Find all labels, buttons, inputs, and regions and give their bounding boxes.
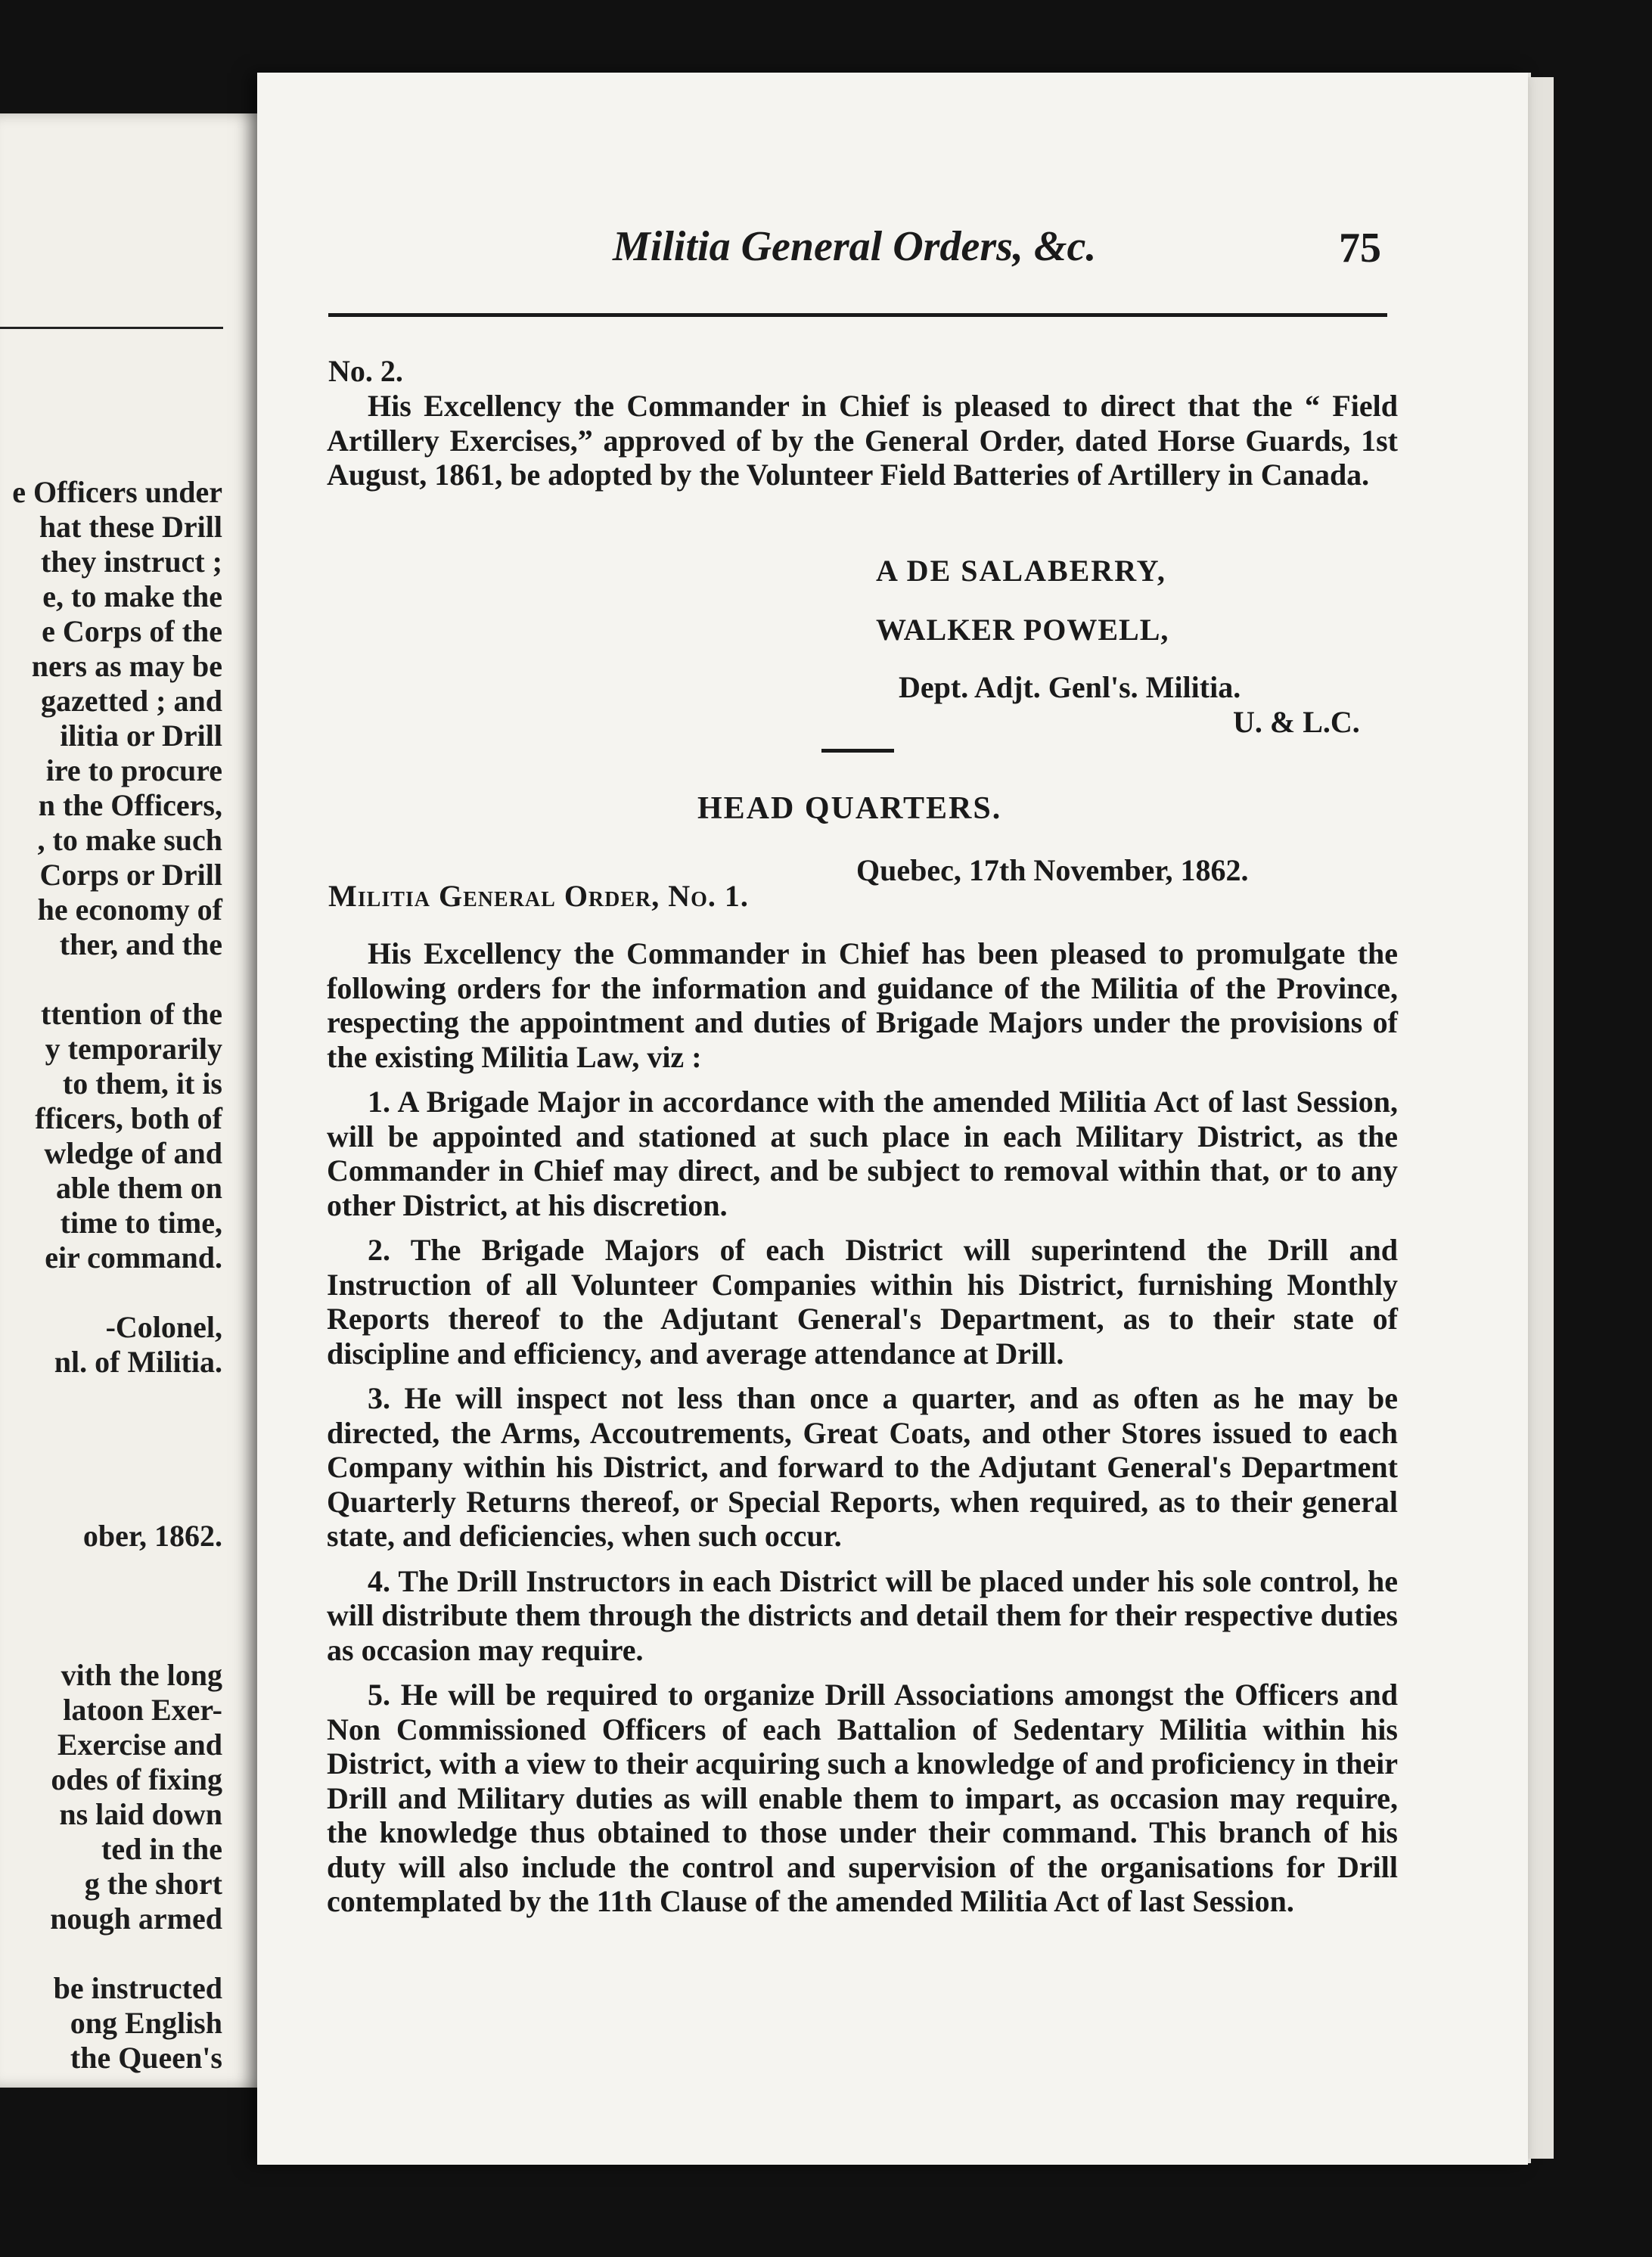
section-divider: [821, 749, 894, 753]
facing-page-line: ire to procure: [45, 753, 222, 787]
facing-page-line: [12, 1484, 222, 1519]
facing-page-line: ns laid down: [59, 1797, 222, 1831]
facing-page-line: ther, and the: [59, 927, 222, 961]
facing-page-line: wledge of and: [44, 1136, 222, 1170]
facing-page-line: able them on: [56, 1171, 222, 1205]
facing-page-line: ners as may be: [31, 649, 222, 683]
signature-de-salaberry: A DE SALABERRY,: [876, 554, 1166, 588]
facing-page-line: be instructed: [53, 1971, 222, 2005]
order-number: No. 2.: [328, 354, 403, 388]
facing-page-line: [12, 1623, 222, 1658]
facing-page-line: [12, 1414, 222, 1449]
book-page-75: [257, 73, 1528, 2165]
facing-page-line: ilitia or Drill: [60, 719, 222, 753]
facing-page-line: nough armed: [50, 1902, 222, 1936]
facing-page-rule: [0, 327, 223, 329]
facing-page-line: hat these Drill: [39, 510, 222, 544]
facing-page-line: the Queen's: [70, 2041, 222, 2075]
facing-page-line: eir command.: [45, 1240, 222, 1274]
facing-page-line: [12, 1936, 222, 1971]
signature-province: U. & L.C.: [1233, 705, 1360, 739]
facing-page-line: [12, 1275, 222, 1310]
facing-page-line: ong English: [70, 2006, 222, 2040]
order-paragraph: 5. He will be required to organize Drill Associations amongst the Officers and Non Commissioned Officers of each Battalion of Sedentary Militia within his District, with a view to their acquiring such a knowledge of and proficiency in their Drill and Military duties as will enable them to impart, as occasion may require, the knowledge thus obtained to those under their command. This branch of his duty will also include the control and supervision of the organisations for Drill contemplated by the 11th Clause of the amended Militia Act of last Session.: [327, 1678, 1398, 1918]
general-order-body: [327, 936, 1398, 1929]
facing-page-line: he economy of: [37, 893, 222, 927]
facing-page-line: ted in the: [101, 1832, 222, 1866]
facing-page-line: vith the long: [61, 1658, 222, 1692]
facing-page-line: e Corps of the: [42, 614, 222, 648]
facing-page-line: to them, it is: [62, 1066, 222, 1101]
order-paragraph: 3. He will inspect not less than once a quarter, and as often as he may be directed, the Arms, Accoutrements, Great Coats, and other Stores issued to each Company within his District, and forward to the Adjutant General's Department Quarterly Returns thereof, or Special Reports, when required, as to their general state, and deficiencies, when such occur.: [327, 1381, 1398, 1553]
facing-page-line: y temporarily: [45, 1032, 222, 1066]
facing-page-line: g the short: [84, 1867, 222, 1901]
facing-page-line: ober, 1862.: [82, 1519, 222, 1553]
running-head: Militia General Orders, &c.: [613, 223, 1097, 270]
order-paragraph: His Excellency the Commander in Chief has been pleased to promulgate the following orders for the information and guidance of the Militia of the Province, respecting the appointment and duties of Brigade Majors under the provisions of the existing Militia Law, viz :: [327, 936, 1398, 1074]
signature-walker-powell: WALKER POWELL,: [876, 613, 1169, 647]
dateline: Quebec, 17th November, 1862.: [856, 853, 1249, 887]
header-rule: [328, 313, 1387, 317]
facing-page-left: [0, 113, 271, 2088]
facing-page-line: they instruct ;: [41, 545, 222, 579]
order-paragraph: 1. A Brigade Major in accordance with the amended Militia Act of last Session, will be appointed and stationed at such place in each Military District, as the Commander in Chief may direct, and be subject to removal within that, or to any other District, at his discretion.: [327, 1085, 1398, 1222]
facing-page-text: [12, 475, 222, 2075]
signature-title: Dept. Adjt. Genl's. Militia.: [899, 670, 1241, 704]
facing-page-line: odes of fixing: [51, 1762, 222, 1796]
facing-page-line: gazetted ; and: [41, 684, 222, 718]
order-no-2-paragraph: His Excellency the Commander in Chief is pleased to direct that the “ Field Artillery Exercises,” approved of by the General Order, dated Horse Guards, 1st August, 1861, be adopted by the Volunteer Field Batteries of Artillery in Canada.: [327, 389, 1398, 492]
facing-page-line: e Officers under: [12, 475, 222, 509]
order-no-2-text: [327, 389, 1398, 503]
facing-page-line: Corps or Drill: [39, 858, 222, 892]
facing-page-line: fficers, both of: [35, 1101, 222, 1135]
facing-page-line: [12, 1449, 222, 1484]
facing-page-line: [12, 1380, 222, 1414]
facing-page-line: n the Officers,: [38, 788, 222, 822]
order-paragraph: 4. The Drill Instructors in each District will be placed under his sole control, he will distribute them through the districts and detail them for their respective duties as occasion may require.: [327, 1563, 1398, 1667]
facing-page-line: Exercise and: [57, 1728, 222, 1762]
facing-page-line: ttention of the: [41, 997, 222, 1031]
facing-page-line: , to make such: [37, 823, 222, 857]
order-paragraph: 2. The Brigade Majors of each District will superintend the Drill and Instruction of all Volunteer Companies within his District, furnishing Monthly Reports thereof to the Adjutant General's Department, as to their state of discipline and efficiency, and average attendance at Drill.: [327, 1233, 1398, 1371]
section-heading: HEAD QUARTERS.: [697, 791, 1002, 826]
facing-page-line: latoon Exer-: [63, 1693, 222, 1727]
facing-page-line: e, to make the: [42, 579, 222, 613]
general-order-title: Militia General Order, No. 1.: [328, 879, 749, 913]
facing-page-line: -Colonel,: [105, 1310, 222, 1344]
facing-page-line: [12, 962, 222, 997]
facing-page-line: [12, 1588, 222, 1623]
facing-page-line: nl. of Militia.: [54, 1345, 222, 1379]
page-number: 75: [1339, 225, 1381, 272]
facing-page-line: time to time,: [60, 1206, 222, 1240]
facing-page-line: [12, 1554, 222, 1588]
